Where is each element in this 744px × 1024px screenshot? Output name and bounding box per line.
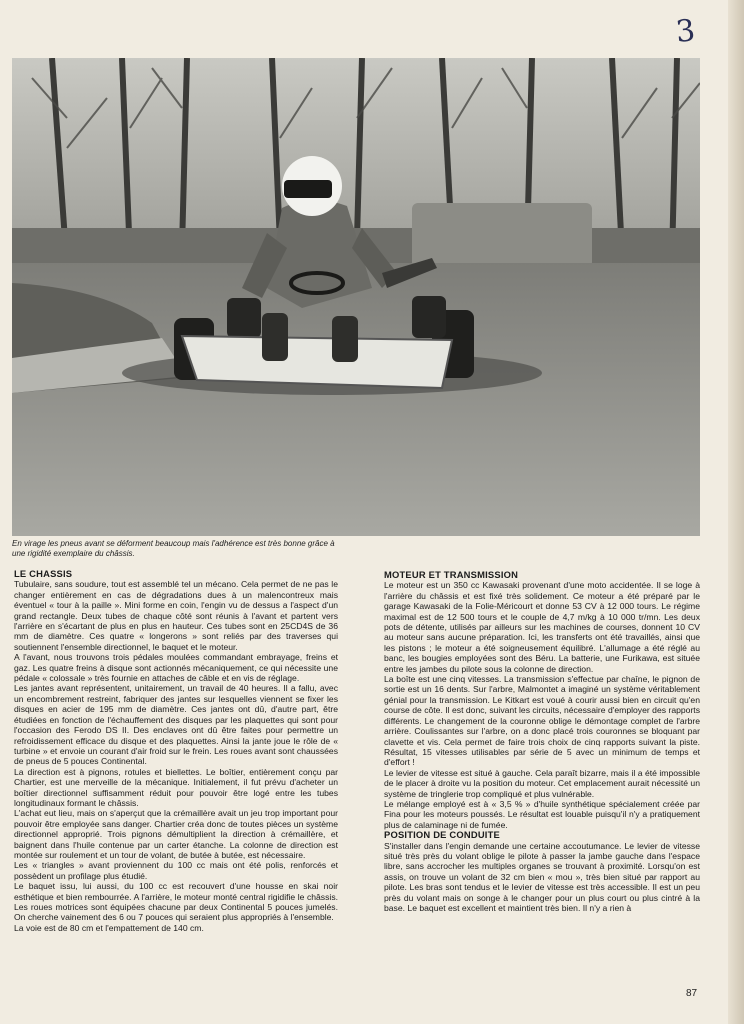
engine-paragraph: Le levier de vitesse est situé à gauche. Cela paraît bizarre, mais il a été impossible de le placer à droite vu la position du moteur. Cet emplacement aurait nécessité un système de tringlerie trop compliqué et plus vulnérable. [384,767,700,799]
chassis-paragraph: A l'avant, nous trouvons trois pédales moulées commandant embrayage, freins et gaz. Les quatre freins à disque sont actionnés mécaniquement, ce qui nécessite une pédale « colossale » très fournie en attaches de câble et en vis de réglage. [14,652,338,684]
kart-cornering-photo [12,58,700,536]
chassis-paragraph: Les « triangles » avant proviennent du 100 cc mais ont été polis, renforcés et possèdent un profilage plus étudié. [14,860,338,881]
section-heading-chassis: LE CHASSIS [14,568,73,579]
photo-illustration [12,58,700,536]
section-heading-driving-position: POSITION DE CONDUITE [384,829,500,841]
chassis-paragraph: Le baquet issu, lui aussi, du 100 cc est recouvert d'une housse en skai noir esthétique et bien rembourrée. A l'arrière, le moteur monté central rigidifie le châssis. Les roues motrices sont équipées chacune par deux Continental 5 pouces jumelés. On cherche vainement des 6 ou 7 pouces qui seraient plus appropriés à l'ensemble. [14,881,338,923]
right-column [384,570,700,913]
chassis-paragraph: La voie est de 80 cm et l'empattement de 140 cm. [14,922,204,933]
engine-paragraph: Le mélange employé est à « 3,5 % » d'huile synthétique spécialement créée par Fina pour les moteurs poussés. Le résultat est louable puisqu'il n'y a pratiquement plus de calaminage ni de fumée. [384,798,700,830]
chassis-paragraph: La direction est à pignons, rotules et biellettes. Le boîtier, entièrement conçu par Chartier, est une merveille de la mécanique. Initialement, il fut prévu d'acheter un boîtier directionnel suffisamment réduit pour pouvoir être logé entre les tubes longitudinaux formant le châssis. [14,766,338,808]
engine-paragraph: Le moteur est un 350 cc Kawasaki provenant d'une moto accidentée. Il se loge à l'arrière du châssis et est fixé très solidement. Ce moteur a été préparé par le garage Kawasaki de la Folie-Méricourt et donne 53 CV à 12 000 tours. Le régime maximal est de 12 500 tours et le couple de 4,7 m/kg à 10 000 tr/mn. Les deux pots de détente, utilisés par ailleurs sur les machines de courses, donnent 10 CV au moteur sans aucune préparation. Ici, les transferts ont été travaillés, ainsi que les pistons ; le moteur a été soigneusement équilibré. L'allumage a été réglé au banc, les bougies employées sont des Béru. La batterie, une Furikawa, est située entre les jambes du pilote sous la colonne de direction. [384,580,700,674]
handwritten-page-mark: 3 [674,13,697,50]
page-number: 87 [686,988,698,999]
left-column [14,569,338,933]
chassis-paragraph: L'achat eut lieu, mais on s'aperçut que la crémaillère avait un jeu trop important pour pouvoir être employée sans danger. Chartier créa donc de toutes pièces un système directionnel approprié. Trois pignons démultiplient la direction à crémaillère, et baignent dans l'huile contenue par un carter étanche. La colonne de direction est montée sur roulement et un tour de volant, de butée à butée, est nécessaire. [14,808,338,860]
engine-paragraph: La boîte est une cinq vitesses. La transmission s'effectue par chaîne, le pignon de sortie est un 16 dents. Sur l'arbre, Malmontet a imaginé un système véritablement génial pour la transmission. Le Kitkart est voué à courir aussi bien en circuit qu'en course de côte. Il est donc, suivant les circuits, nécessaire d'employer des rapports différents. Le changement de la couronne oblige le démontage complet de l'arbre arrière. Coulissantes sur l'arbre, on a donc placé trois couronnes se bloquant par clavette et vis. Cela permet de faire trois choix de cinq rapports suivant la piste. Résultat, 15 vitesses utilisables par série de 5 avec un minimum de temps et d'effort ! [384,674,700,768]
chassis-paragraph: Tubulaire, sans soudure, tout est assemblé tel un mécano. Cela permet de ne pas le changer entièrement en cas de dégradations dues à un malencontreux mais éventuel « tour à la paille ». Mini forme en coin, l'engin vu de dessus a l'aspect d'un grand rectangle. Deux tubes de chaque côté sont réunis à l'avant et partent vers l'arrière en s'écartant de plus en plus en hauteur. Ces tubes sont en 25CD4S de 36 mm de diamètre. Ces quatre « longerons » sont reliés par des traverses qui soutiennent l'ensemble directionnel, le baquet et le moteur. [14,579,338,652]
section-heading-engine: MOTEUR ET TRANSMISSION [384,569,519,580]
page-edge [728,0,744,1024]
chassis-paragraph: Les jantes avant représentent, unitairement, un travail de 40 heures. Il a fallu, avec un encombrement restreint, fabriquer des jantes sur lesquelles viennent se fixer les disques en acier de 195 mm de diamètre. Ces jantes ont dû, d'autre part, être étudiées en fonction de l'échauffement des disques par les plaquettes qui sont pour l'occasion des Ferodo DS II. Des enclaves ont dû être faites pour permettre un refroidissement efficace du disque et des plaquettes. Ainsi la jante joue le rôle de « turbine » et envoie un courant d'air froid sur le frein. Les roues avant sont chaussées de pneus de 5 pouces Continental. [14,683,338,767]
photo-caption: En virage les pneus avant se déforment beaucoup mais l'adhérence est très bonne grâce à une rigidité exemplaire du châssis. [12,539,335,558]
driving-position-paragraph: S'installer dans l'engin demande une certaine accoutumance. Le levier de vitesse situé très près du volant oblige le pilote à passer la jambe gauche dans l'espace libre, sans accrocher les multiples organes se trouvant à proximité. Lorsqu'on est assis, on trouve un volant de 32 cm bien « mou », très bien situé par rapport au pilote. Les bras sont tendus et le levier de vitesse est très accessible. Il est un peu près du volant mais on songe à le changer pour un plus court ou plus cintré à la base. Le baquet est excellent et maintient très bien. Il n'y a rien à [384,840,700,913]
